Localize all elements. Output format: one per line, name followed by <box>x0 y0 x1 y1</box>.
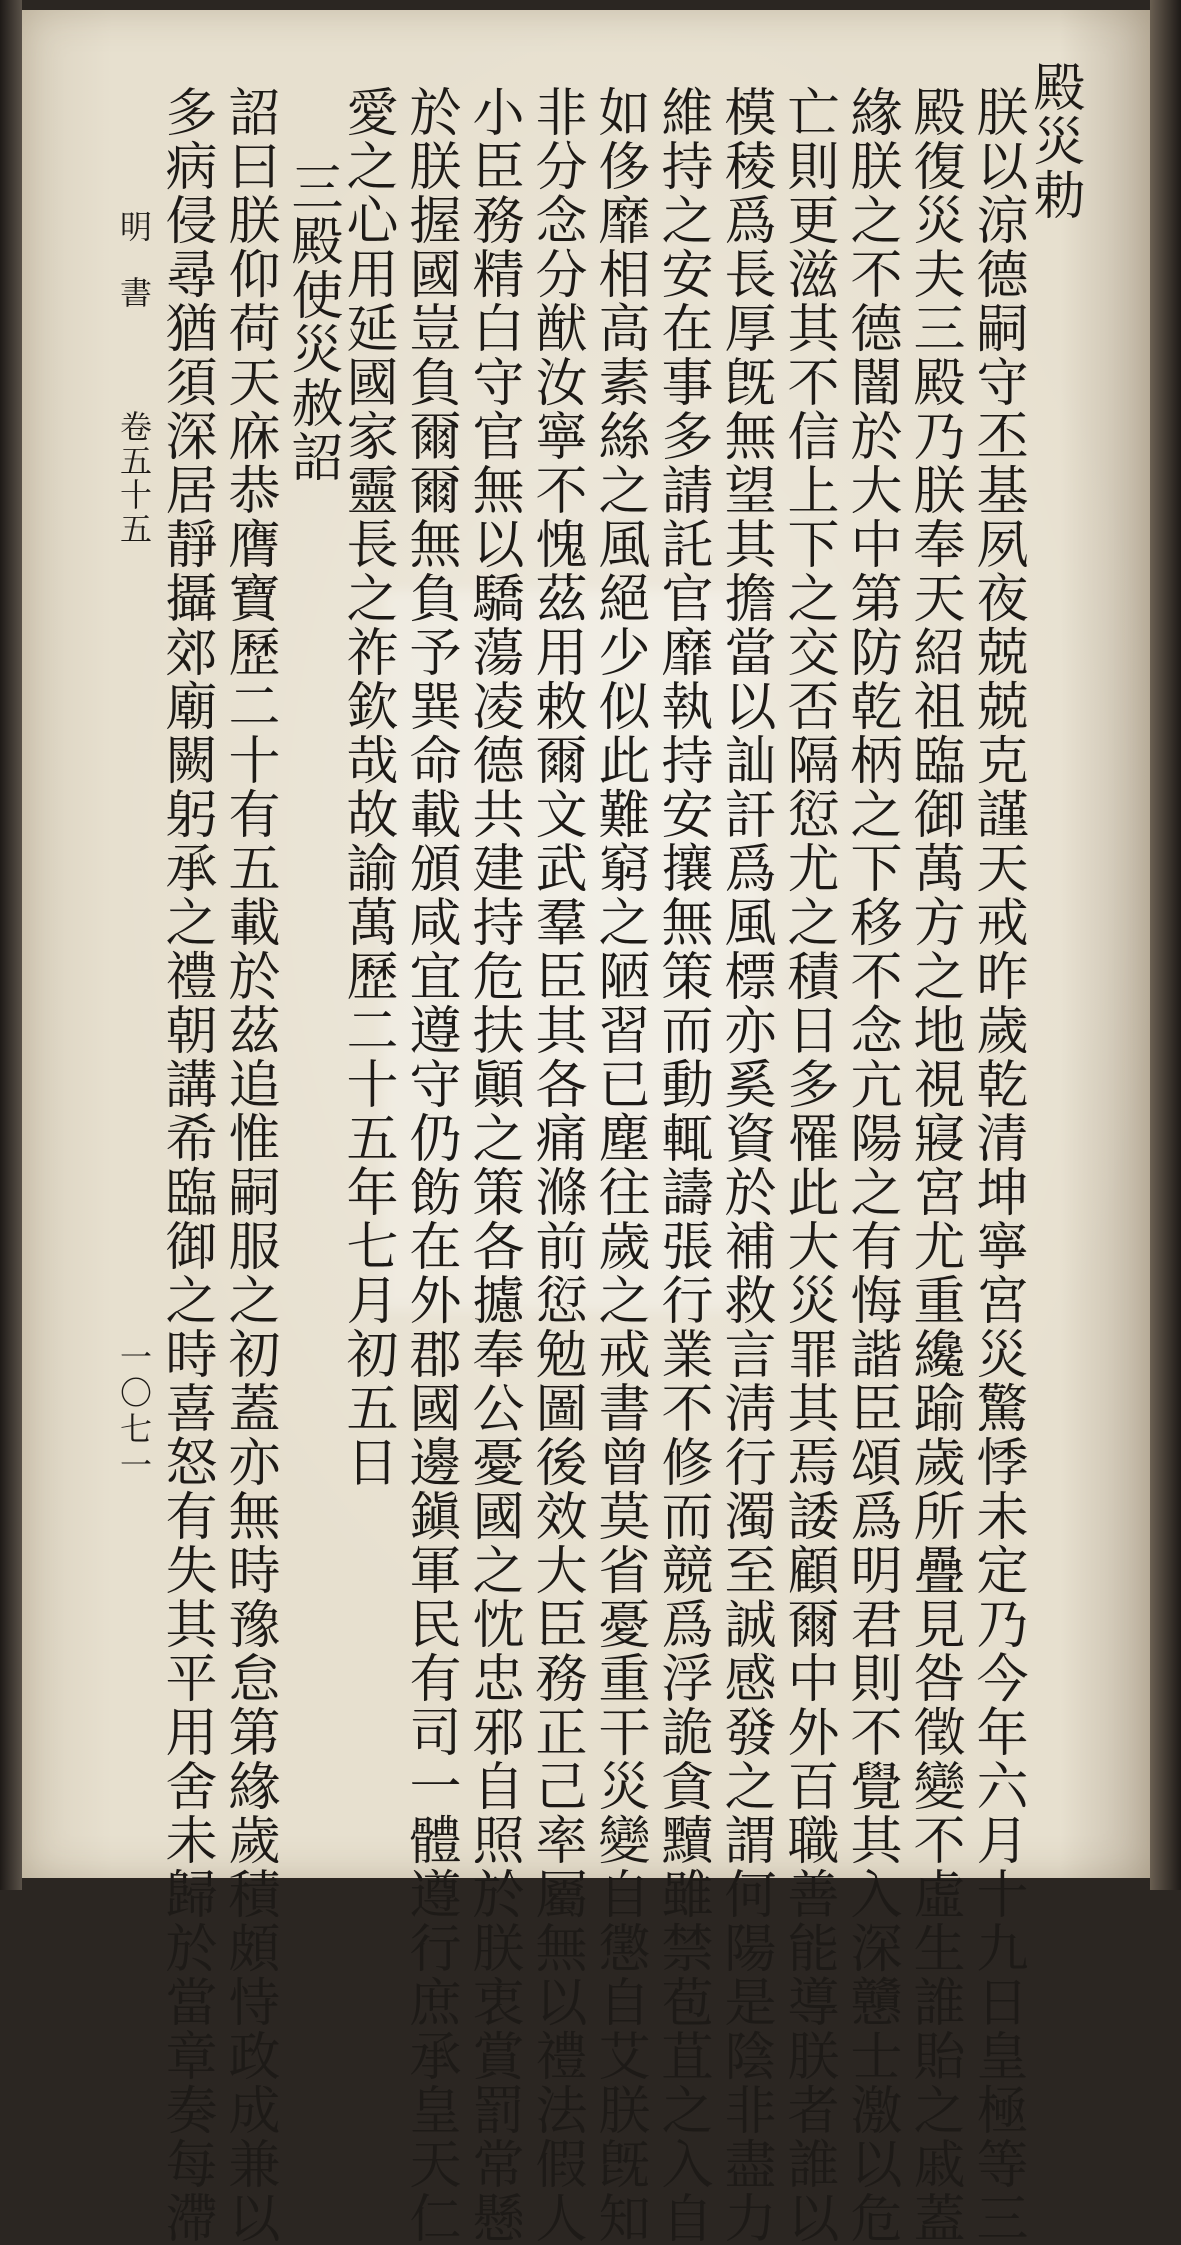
text-column: 朕以涼德嗣守丕基夙夜兢兢克謹天戒昨歲乾清坤寧宮災驚悸未定乃今年六月十九日皇極等三 <box>967 85 1027 2245</box>
text-column: 多病侵尋猶須深居靜攝郊廟闕躬承之禮朝講希臨御之時喜怒有失其平用舍未歸於當章奏每滯 <box>156 85 216 2245</box>
book-title: 明書 <box>115 210 153 342</box>
book-gutter-shadow <box>0 0 22 1890</box>
text-column: 小臣務精白守官無以驕蕩凌德共建持危扶顚之策各攄奉公憂國之忱忠邪自照於朕衷賞罰常懸 <box>463 85 523 2245</box>
text-column: 模稜爲長厚旣無望其擔當以訕訐爲風標亦奚資於補救言淸行濁至誠感發之謂何陽是陰非盡力 <box>715 85 775 2245</box>
volume-label: 卷五十五 <box>115 410 153 546</box>
subsection-title: 三殿使災赦詔 <box>282 160 342 484</box>
page-number: 一〇七一 <box>115 1340 153 1484</box>
text-column: 於朕握國豈負爾爾無負予巽命載頒咸宜遵守仍飭在外郡國邊鎭軍民有司一體遵行庶承皇天仁 <box>400 85 460 2245</box>
text-column: 詔曰朕仰荷天庥恭膺寶歷二十有五載於茲追惟嗣服之初蓋亦無時豫怠第緣歲積頗恃政成兼以 <box>219 85 279 2245</box>
text-column: 如侈靡相高素絲之風絕少似此難窮之陋習已塵往歲之戒書曾莫省憂重干災變自懲自艾朕旣知 <box>589 85 649 2245</box>
text-column: 亡則更滋其不信上下之交否隔愆尤之積日多罹此大災罪其焉諉顧爾中外百職善能導朕者誰以 <box>778 85 838 2245</box>
text-column: 愛之心用延國家靈長之祚欽哉故諭萬歷二十五年七月初五日 <box>337 85 397 1489</box>
text-column: 維持之安在事多請託官靡執持安攘無策而動輒譸張行業不修而競爲浮詭貪黷雖禁苞苴之入自 <box>652 85 712 2245</box>
page-edge-shadow <box>1150 0 1181 1890</box>
text-column: 緣朕之不德闇於大中第防乾柄之下移不念亢陽之有悔諧臣頌爲明君則不覺其入深戇士激以危 <box>841 85 901 2245</box>
section-title: 殿災勅 <box>1024 60 1084 222</box>
text-column: 非分念分猷汝寧不愧茲用敕爾文武羣臣其各痛滌前愆勉圖後效大臣務正己率屬無以禮法假人 <box>526 85 586 2245</box>
book-page <box>22 10 1150 2245</box>
text-column: 殿復災夫三殿乃朕奉天紹祖臨御萬方之地視寢宮尤重纔踰歲所疊見咎徵變不虛生誰貽之戚蓋 <box>904 85 964 2245</box>
